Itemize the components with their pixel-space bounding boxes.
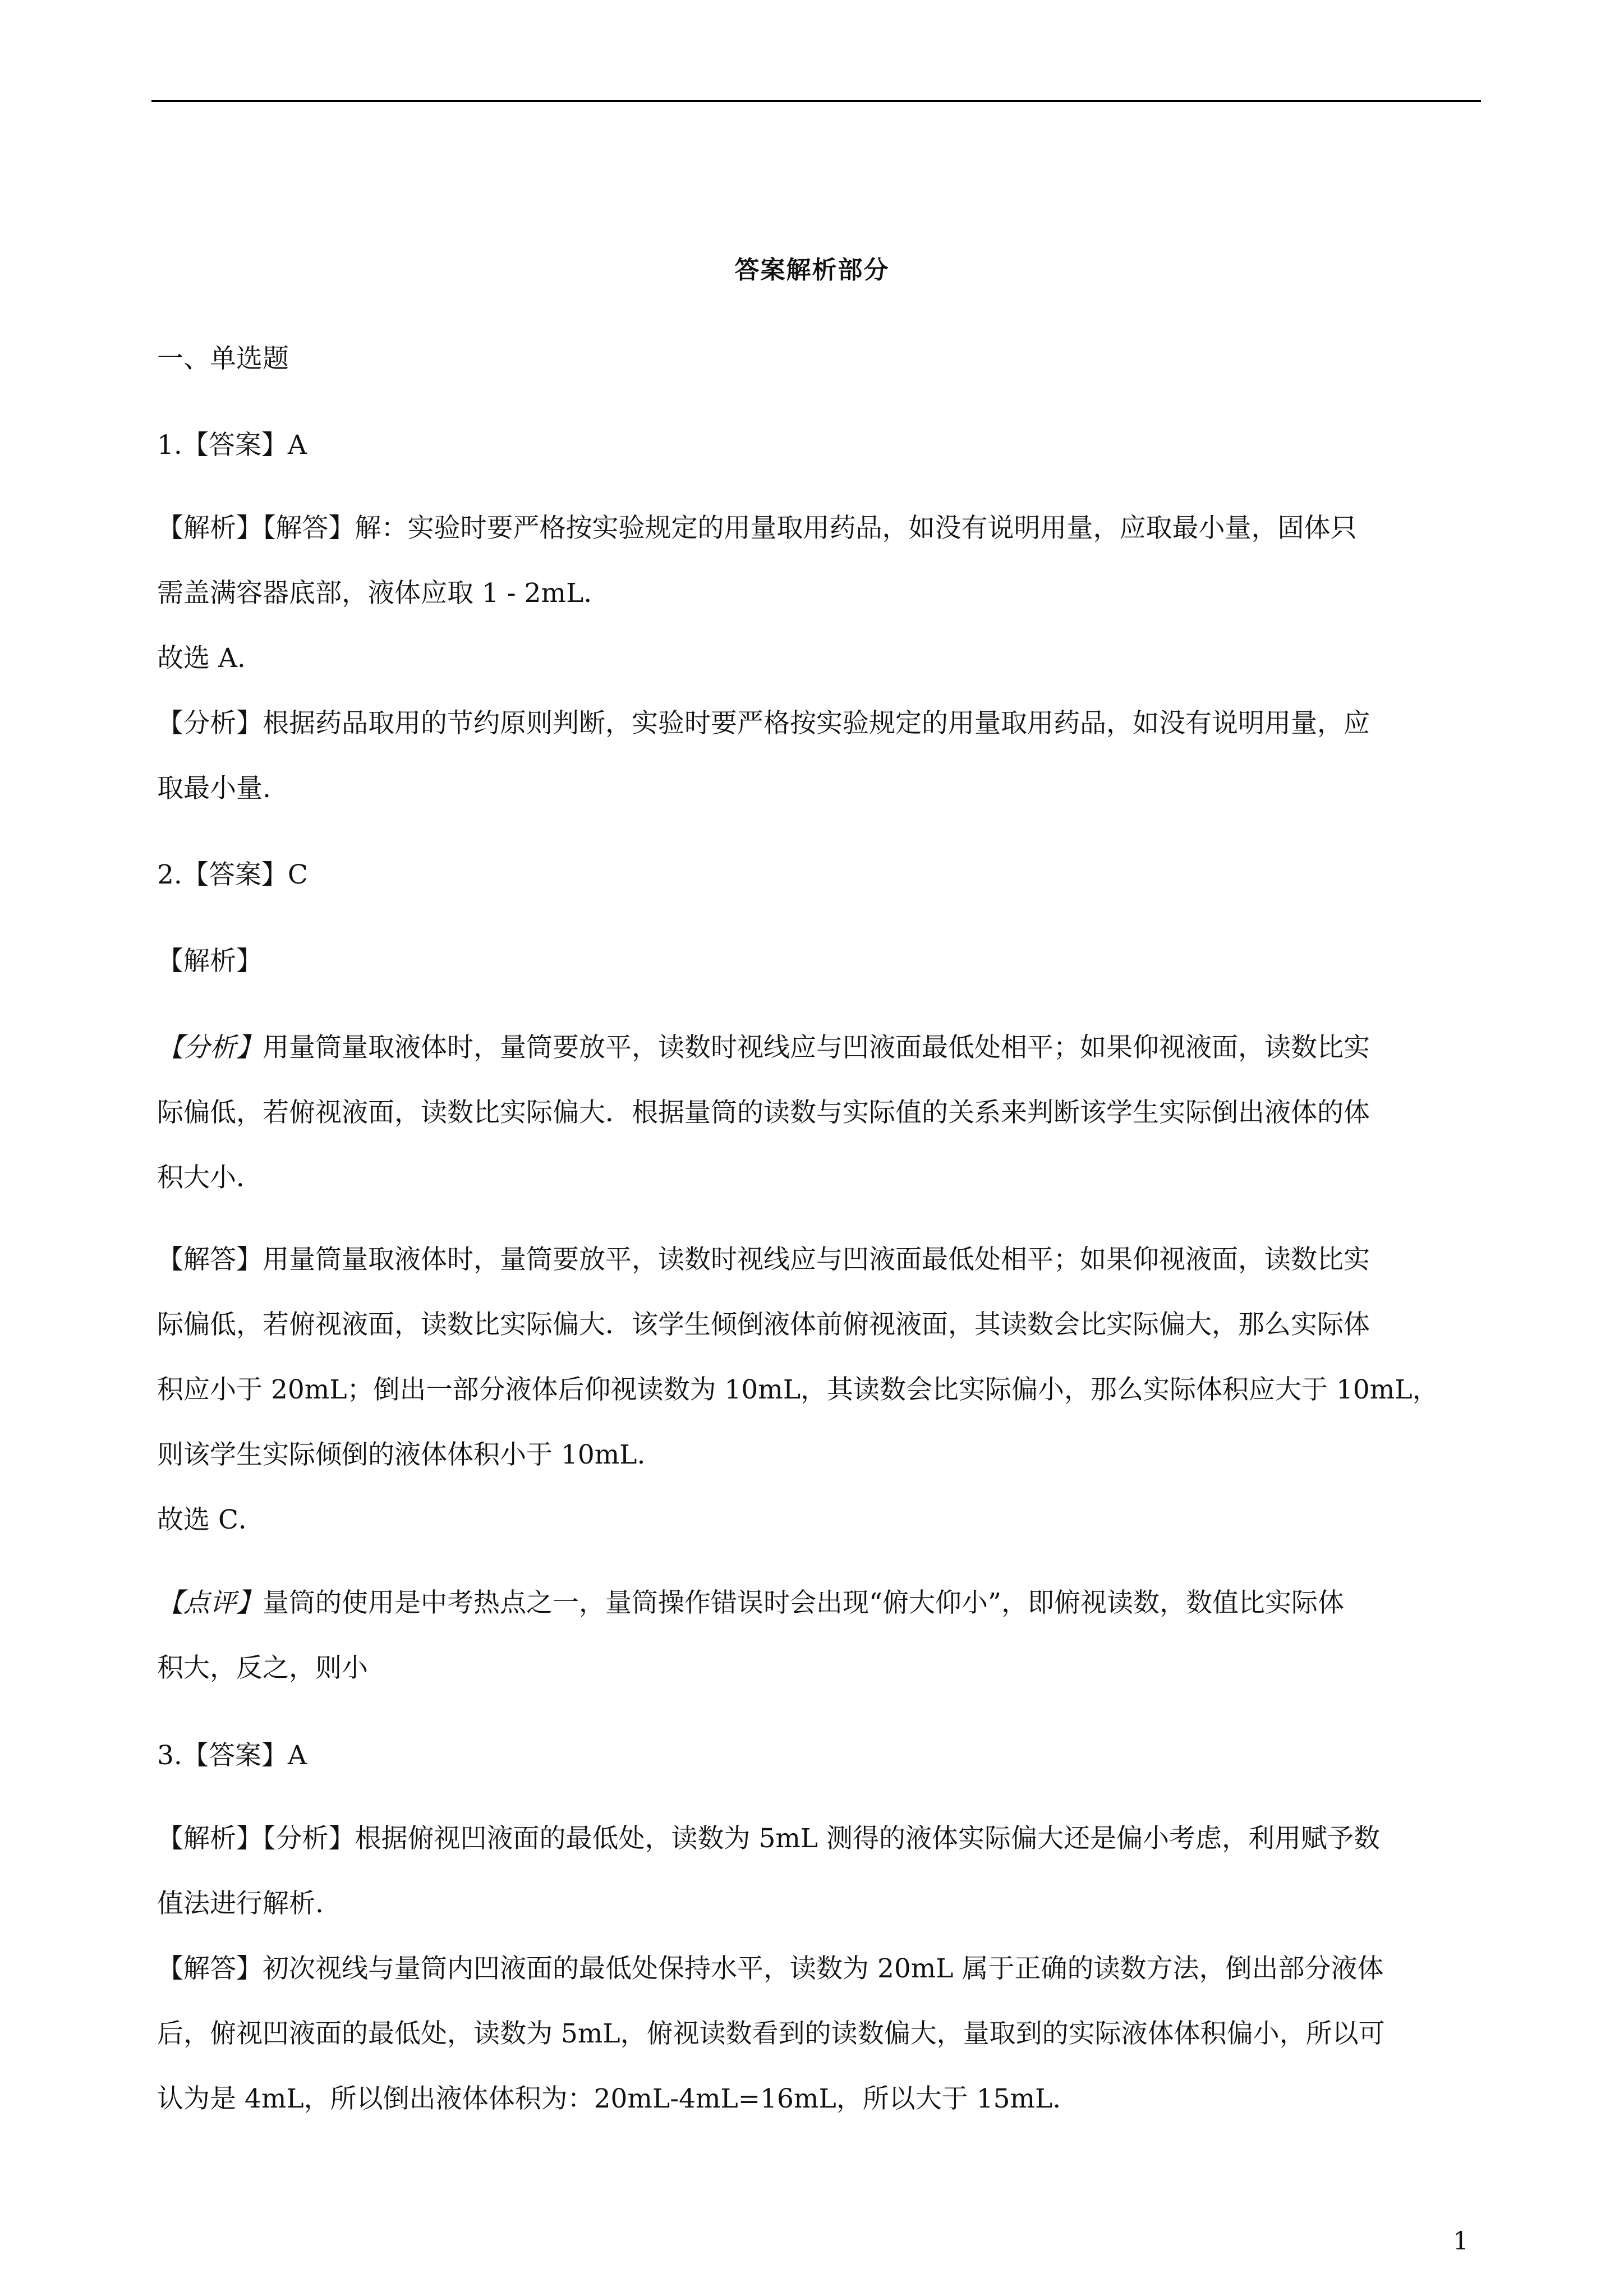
q2-dianping-text: 量筒的使用是中考热点之一，量筒操作错误时会出现“俯大仰小”，即俯视读数，数值比实际体: [263, 1588, 1345, 1618]
q2-fenxi-line-3: 积大小．: [157, 1162, 263, 1193]
page-number: 1: [1453, 2227, 1469, 2256]
q1-fenxi-line-2: 取最小量.: [157, 773, 271, 804]
q3-jieda-line-1: 【解答】初次视线与量筒内凹液面的最低处保持水平，读数为 20mL 属于正确的读数方法，倒出部分液体: [157, 1953, 1384, 1984]
q3-fenxi-line-2: 值法进行解析.: [157, 1888, 324, 1919]
q2-fenxi-tag: 【分析】: [157, 1032, 263, 1063]
q2-jiexi: 【解析】: [157, 946, 263, 977]
q2-dianping-tag: 【点评】: [157, 1588, 263, 1618]
header-rule: [151, 100, 1481, 102]
section-heading: 一、单选题: [157, 343, 289, 374]
q1-answer: 1.【答案】A: [157, 430, 307, 461]
q2-fenxi-text: 用量筒量取液体时，量筒要放平，读数时视线应与凹液面最低处相平；如果仰视液面，读数比实: [263, 1032, 1370, 1063]
q1-jiexi-line-2: 需盖满容器底部，液体应取 1 - 2mL.: [157, 578, 592, 609]
q2-jieda-line-1: 【解答】用量筒量取液体时，量筒要放平，读数时视线应与凹液面最低处相平；如果仰视液面，读数比实: [157, 1244, 1370, 1275]
q1-fenxi-line-1: 【分析】根据药品取用的节约原则判断，实验时要严格按实验规定的用量取用药品，如没有说明用量，应: [157, 708, 1370, 739]
q1-choose: 故选 A.: [157, 643, 246, 674]
q2-fenxi-line-2: 际偏低，若俯视液面，读数比实际偏大．根据量筒的读数与实际值的关系来判断该学生实际倒出液体的体: [157, 1097, 1370, 1128]
q3-fenxi-line-1: 【解析】【分析】根据俯视凹液面的最低处，读数为 5mL 测得的液体实际偏大还是偏小考虑，利用赋予数: [157, 1823, 1381, 1854]
q2-jieda-line-3: 积应小于 20mL；倒出一部分液体后仰视读数为 10mL，其读数会比实际偏小，那么实际体积应大于 10mL，: [157, 1374, 1439, 1405]
q3-answer: 3.【答案】A: [157, 1740, 307, 1771]
q2-dianping-line-2: 积大，反之，则小: [157, 1653, 368, 1683]
q2-jieda-line-2: 际偏低，若俯视液面，读数比实际偏大．该学生倾倒液体前俯视液面，其读数会比实际偏大，那么实际体: [157, 1309, 1370, 1340]
q3-jieda-line-3: 认为是 4mL，所以倒出液体体积为：20mL-4mL=16mL，所以大于 15mL.: [157, 2083, 1061, 2114]
page-title: 答案解析部分: [734, 256, 890, 284]
q2-dianping-line-1: [157, 1585, 1344, 1621]
q1-jiexi-line-1: 【解析】【解答】解：实验时要严格按实验规定的用量取用药品，如没有说明用量，应取最小量，固体只: [157, 513, 1357, 544]
q2-choose: 故选 C．: [157, 1504, 265, 1535]
q2-answer: 2.【答案】C: [157, 859, 308, 890]
q3-jieda-line-2: 后，俯视凹液面的最低处，读数为 5mL，俯视读数看到的读数偏大，量取到的实际液体体积偏小，所以可: [157, 2018, 1385, 2049]
q2-jieda-line-4: 则该学生实际倾倒的液体体积小于 10mL.: [157, 1439, 646, 1470]
q2-fenxi-line-1: [157, 1030, 1370, 1066]
